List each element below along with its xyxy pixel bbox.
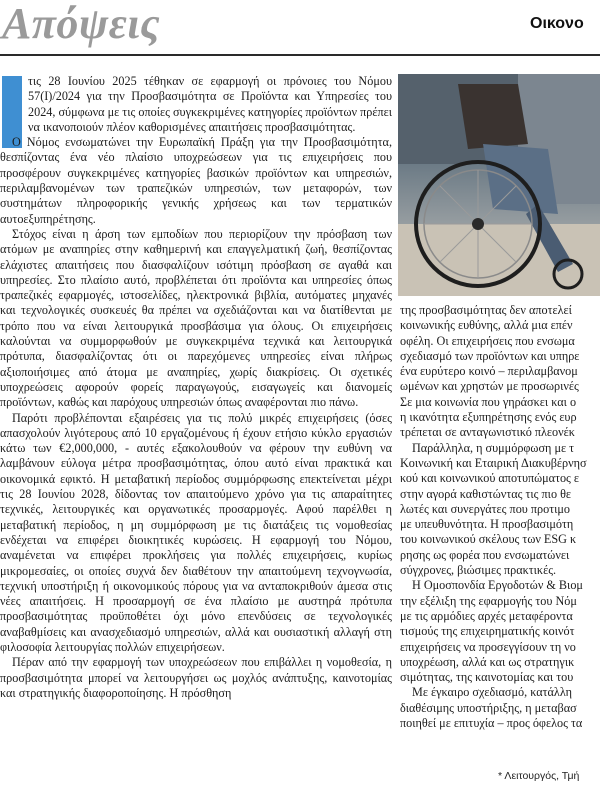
text-line: με υπευθυνότητα. Η προσβασιμότη bbox=[400, 517, 574, 532]
article-column-left bbox=[0, 74, 392, 786]
section-tag: Οικονο bbox=[530, 15, 584, 32]
article-column-right bbox=[400, 303, 600, 755]
text-line: επιχειρήσεις να προσεγγίσουν τη νο bbox=[400, 639, 576, 654]
text-line: Με έγκαιρο σχεδιασμό, κατάλλη bbox=[412, 685, 573, 700]
text-line: ένα ευρύτερο κοινό – περιλαμβανομ bbox=[400, 364, 578, 379]
text-line: Κοινωνική και Εταιρική Διακυβέρνησ bbox=[400, 455, 587, 470]
wheelchair-photo bbox=[398, 74, 600, 296]
text-line: λωτές και συνεργάτες που προτιμο bbox=[400, 501, 571, 516]
text-line: με τις αρμόδιες αρχές μεταφέροντα bbox=[400, 608, 573, 623]
paragraph: Ο Νόμος ενσωματώνει την Ευρωπαϊκή Πράξη για την Προσβασιμότητα, θεσπίζοντας ένα νέο πλαίσιο υποχρεώσεων για τις επιχειρήσεις που προσφέρουν συγκεκριμένες κατηγορίες βασικών προϊόντων και υπηρεσιών, περιλαμβανομένων των τραπεζικών υπηρεσιών, των μεταφορών, των συστημάτων πληροφορικής γενικής χρήσεως και των τερματικών αυτοεξυπηρέτησης. bbox=[0, 135, 392, 226]
author-byline: * Λειτουργός, Τμή bbox=[498, 770, 580, 782]
text-line: στην αγορά καθιστώντας τις πιο θε bbox=[400, 486, 572, 501]
text-line: Σε μια κοινωνία που γηράσκει και ο bbox=[400, 394, 577, 409]
text-line: σχεδιασμό των προϊόντων και υπηρε bbox=[400, 348, 580, 363]
paragraph: Παρότι προβλέπονται εξαιρέσεις για τις πολύ μικρές επιχειρήσεις (όσες απασχολούν λιγότερους από 10 εργαζομένους ή έχουν ετήσιο κύκλο εργασιών κάτω των €2,000,000, - αυτές εξακολουθούν να φέρουν την ευθύνη να λαμβάνουν εύλογα μέτρα προσβασιμότητας, όπου αυτό είναι πρακτικά και οικονομικά εφικτό. Η μεταβατική περίοδος συμμόρφωσης επεκτείνεται μέχρι τις 28 Ιουνίου 2028, δίδοντας τον απαιτούμενο χρόνο για τις απαραίτητες τεχνικές, λειτουργικές και οργανωτικές προσαρμογές. Αφού παρέλθει η μεταβατική περίοδος, η μη συμμόρφωση με τις διατάξεις τις νομοθεσίας ενδέχεται να επιφέρει διοικητικές κυρώσεις. Η εφαρμογή του Νόμου, αναμένεται να επιφέρει προκλήσεις για πολλές επιχειρήσεις, κυρίως μικρομεσαίες, οι οποίες συχνά δεν διαθέτουν την απαιτούμενη τεχνογνωσία, τεχνική υποστήριξη ή οικονομικούς πόρους για να ανταποκριθούν άμεσα στις νέες απαιτήσεις. Η προσαρμογή σε ένα πλαίσιο με αυστηρά πρότυπα προσβασιμότητας προϋποθέτει όχι μόνο επενδύσεις σε τεχνολογικές αναβαθμίσεις και ανασχεδιασμό υπηρεσιών, αλλά και ουσιαστική αλλαγή στη φιλοσοφία λειτουργίας πολλών επιχειρήσεων. bbox=[0, 410, 392, 654]
text-line: του κοινωνικού σκέλους των ESG κ bbox=[400, 532, 577, 547]
text-line: σύγχρονες, βιώσιμες πρακτικές. bbox=[400, 563, 557, 578]
text-line: υποχρέωση, αλλά και ως στρατηγικ bbox=[400, 654, 575, 669]
text-line: κοινωνικής ευθύνης, αλλά μια επέν bbox=[400, 318, 573, 333]
text-line: τρέπεται σε ανταγωνιστικό πλεονέκ bbox=[400, 425, 575, 440]
text-line: την εξέλιξη της εφαρμογής του Νόμ bbox=[400, 593, 577, 608]
text-line: διαθέσιμης υποστήριξης, η μεταβασ bbox=[400, 700, 577, 715]
section-title: Απόψεις bbox=[2, 0, 161, 48]
text-line: ρησης ως φορέα που ενσωματώνει bbox=[400, 547, 570, 562]
paragraph-intro: τις 28 Ιουνίου 2025 τέθηκαν σε εφαρμογή οι πρόνοιες του Νόμου 57(Ι)/2024 για την Προσβασιμότητα σε Προϊόντα και Υπηρεσίες του 2024, σύμφωνα με τις οποίες συγκεκριμένες κατηγορίες προϊόντων πρέπει να ικανοποιούν πλέον καθορισμένες απαιτήσεις προσβασιμότητας. bbox=[28, 74, 392, 134]
header-rule bbox=[0, 54, 600, 56]
text-line: οφέλη. Οι επιχειρήσεις που ενσωμα bbox=[400, 333, 575, 348]
wheelchair-illustration bbox=[398, 74, 600, 296]
paragraph: Στόχος είναι η άρση των εμποδίων που περιορίζουν την πρόσβαση των ατόμων με αναπηρίες στην καθημερινή και επαγγελματική ζωή, θεσπίζοντας ελάχιστες απαιτήσεις που διασφαλίζουν ισότιμη πρόσβαση σε αγαθά και υπηρεσίες. Στο πλαίσιο αυτό, προβλέπεται ότι προϊόντα και υπηρεσίες όπως τραπεζικές εφαρμογές, ιστοσελίδες, ηλεκτρονικά βιβλία, αυτόματες μηχανές και τεχνολογικές συσκευές θα πρέπει να σχεδιάζονται και να διατίθενται με τρόπο που να είναι λειτουργικά προσβάσιμα για όλους. Οι επιχειρήσεις καλούνται να συμμορφωθούν με συγκεκριμένα τεχνικά και λειτουργικά πρότυπα, διασφαλίζοντας ότι οι παρεχόμενες υπηρεσίες είναι πλήρως αξιοποιήσιμες από άτομα με αναπηρίες, χωρίς διακρίσεις. Οι σχετικές υποχρεώσεις αφορούν φορείς παραγωγούς, εισαγωγείς και διανομείς προϊόντων, καθώς και παρόχους υπηρεσιών όπως αναφέρονται πιο πάνω. bbox=[0, 226, 392, 410]
text-line: ποιηθεί με επιτυχία – προς όφελος τα bbox=[400, 716, 583, 731]
text-line: σιμότητας, της καινοτομίας και του bbox=[400, 670, 574, 685]
text-line: κού και κοινωνικού αποτυπώματος ε bbox=[400, 471, 580, 486]
paragraph: Πέραν από την εφαρμογή των υποχρεώσεων που επιβάλλει η νομοθεσία, η προσβασιμότητα μπορεί να λειτουργήσει ως μοχλός ανάπτυξης, καινοτομίας και στρατηγικής διαφοροποίησης. Η πρόσθηση bbox=[0, 655, 392, 700]
text-line: Παράλληλα, η συμμόρφωση με τ bbox=[412, 440, 575, 455]
text-line: Η Ομοσπονδία Εργοδοτών & Βιομ bbox=[412, 578, 583, 593]
text-line: της προσβασιμότητας δεν αποτελεί bbox=[400, 303, 572, 317]
text-line: ωμένων και χρηστών με προσωρινές bbox=[400, 379, 579, 394]
text-line: τισμούς της επιχειρηματικής κοινότ bbox=[400, 624, 575, 639]
text-line: η ικανότητα εξυπηρέτησης ενός ευρ bbox=[400, 410, 577, 425]
